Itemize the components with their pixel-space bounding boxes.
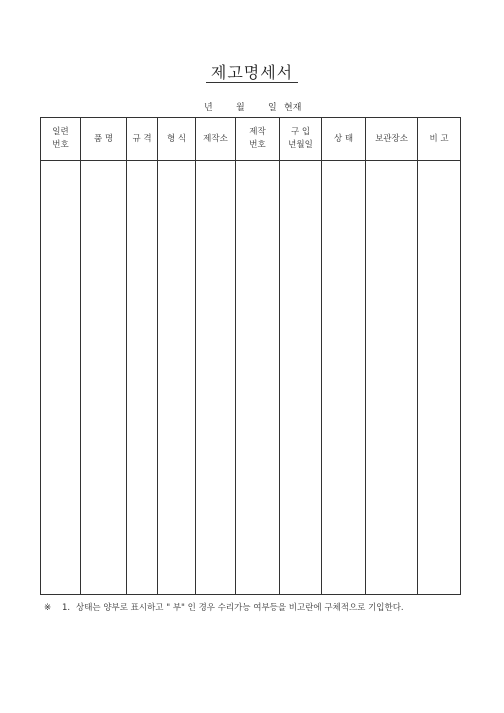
- column-header-item-name: [81, 118, 127, 161]
- column-header-storage-location: [366, 118, 418, 161]
- date-as-of-label: 현재: [284, 103, 302, 113]
- column-header-line: 제작: [249, 127, 266, 137]
- column-header-manufacturer: [196, 118, 236, 161]
- column-header-line: 번호: [249, 140, 266, 150]
- table-cell-manufacturer[interactable]: [196, 161, 236, 595]
- document-title: 제고명세서: [210, 63, 294, 82]
- footnote-number: 1.: [62, 603, 71, 613]
- table-cell-serial-number[interactable]: [41, 161, 81, 595]
- table-cell-manufacture-number[interactable]: [236, 161, 280, 595]
- table-cell-purchase-date[interactable]: [280, 161, 322, 595]
- table-cell-item-name[interactable]: [81, 161, 127, 595]
- column-header-line: 제작소: [203, 133, 228, 144]
- column-header-line: 일련: [52, 127, 69, 137]
- date-year-label: 년: [204, 103, 213, 113]
- footnote-text: 상태는 양부로 표시하고 " 부" 인 경우 수리가능 여부등을 비고란에 구체적으로 기입한다.: [76, 603, 404, 613]
- column-header-remarks: [418, 118, 461, 161]
- column-header-model: [158, 118, 196, 161]
- table-header-row: [41, 118, 461, 161]
- table-cell-remarks[interactable]: [418, 161, 461, 595]
- table-cell-storage-location[interactable]: [366, 161, 418, 595]
- table-cell-condition[interactable]: [322, 161, 366, 595]
- column-header-line: 품 명: [93, 133, 114, 144]
- column-header-purchase-date: [280, 118, 322, 161]
- table-cell-model[interactable]: [158, 161, 196, 595]
- column-header-line: 년월일: [288, 140, 313, 150]
- column-header-line: 상 태: [333, 133, 354, 144]
- table-cell-specification[interactable]: [127, 161, 158, 595]
- title-underline: [206, 82, 298, 83]
- column-header-line: 형 식: [166, 133, 187, 144]
- column-header-line: 구 입: [290, 127, 311, 137]
- date-month-label: 월: [236, 103, 245, 113]
- column-header-line: 규 격: [132, 133, 152, 144]
- column-header-line: 비 고: [429, 133, 449, 144]
- footnote-mark: ※: [44, 603, 52, 613]
- column-header-line: 보관장소: [375, 133, 408, 144]
- inventory-table: [40, 117, 461, 595]
- column-header-specification: [127, 118, 158, 161]
- column-header-manufacture-number: [236, 118, 280, 161]
- column-header-condition: [322, 118, 366, 161]
- table-row: [41, 161, 461, 595]
- date-day-label: 일: [268, 103, 277, 113]
- column-header-line: 번호: [52, 140, 69, 150]
- column-header-serial-number: [41, 118, 81, 161]
